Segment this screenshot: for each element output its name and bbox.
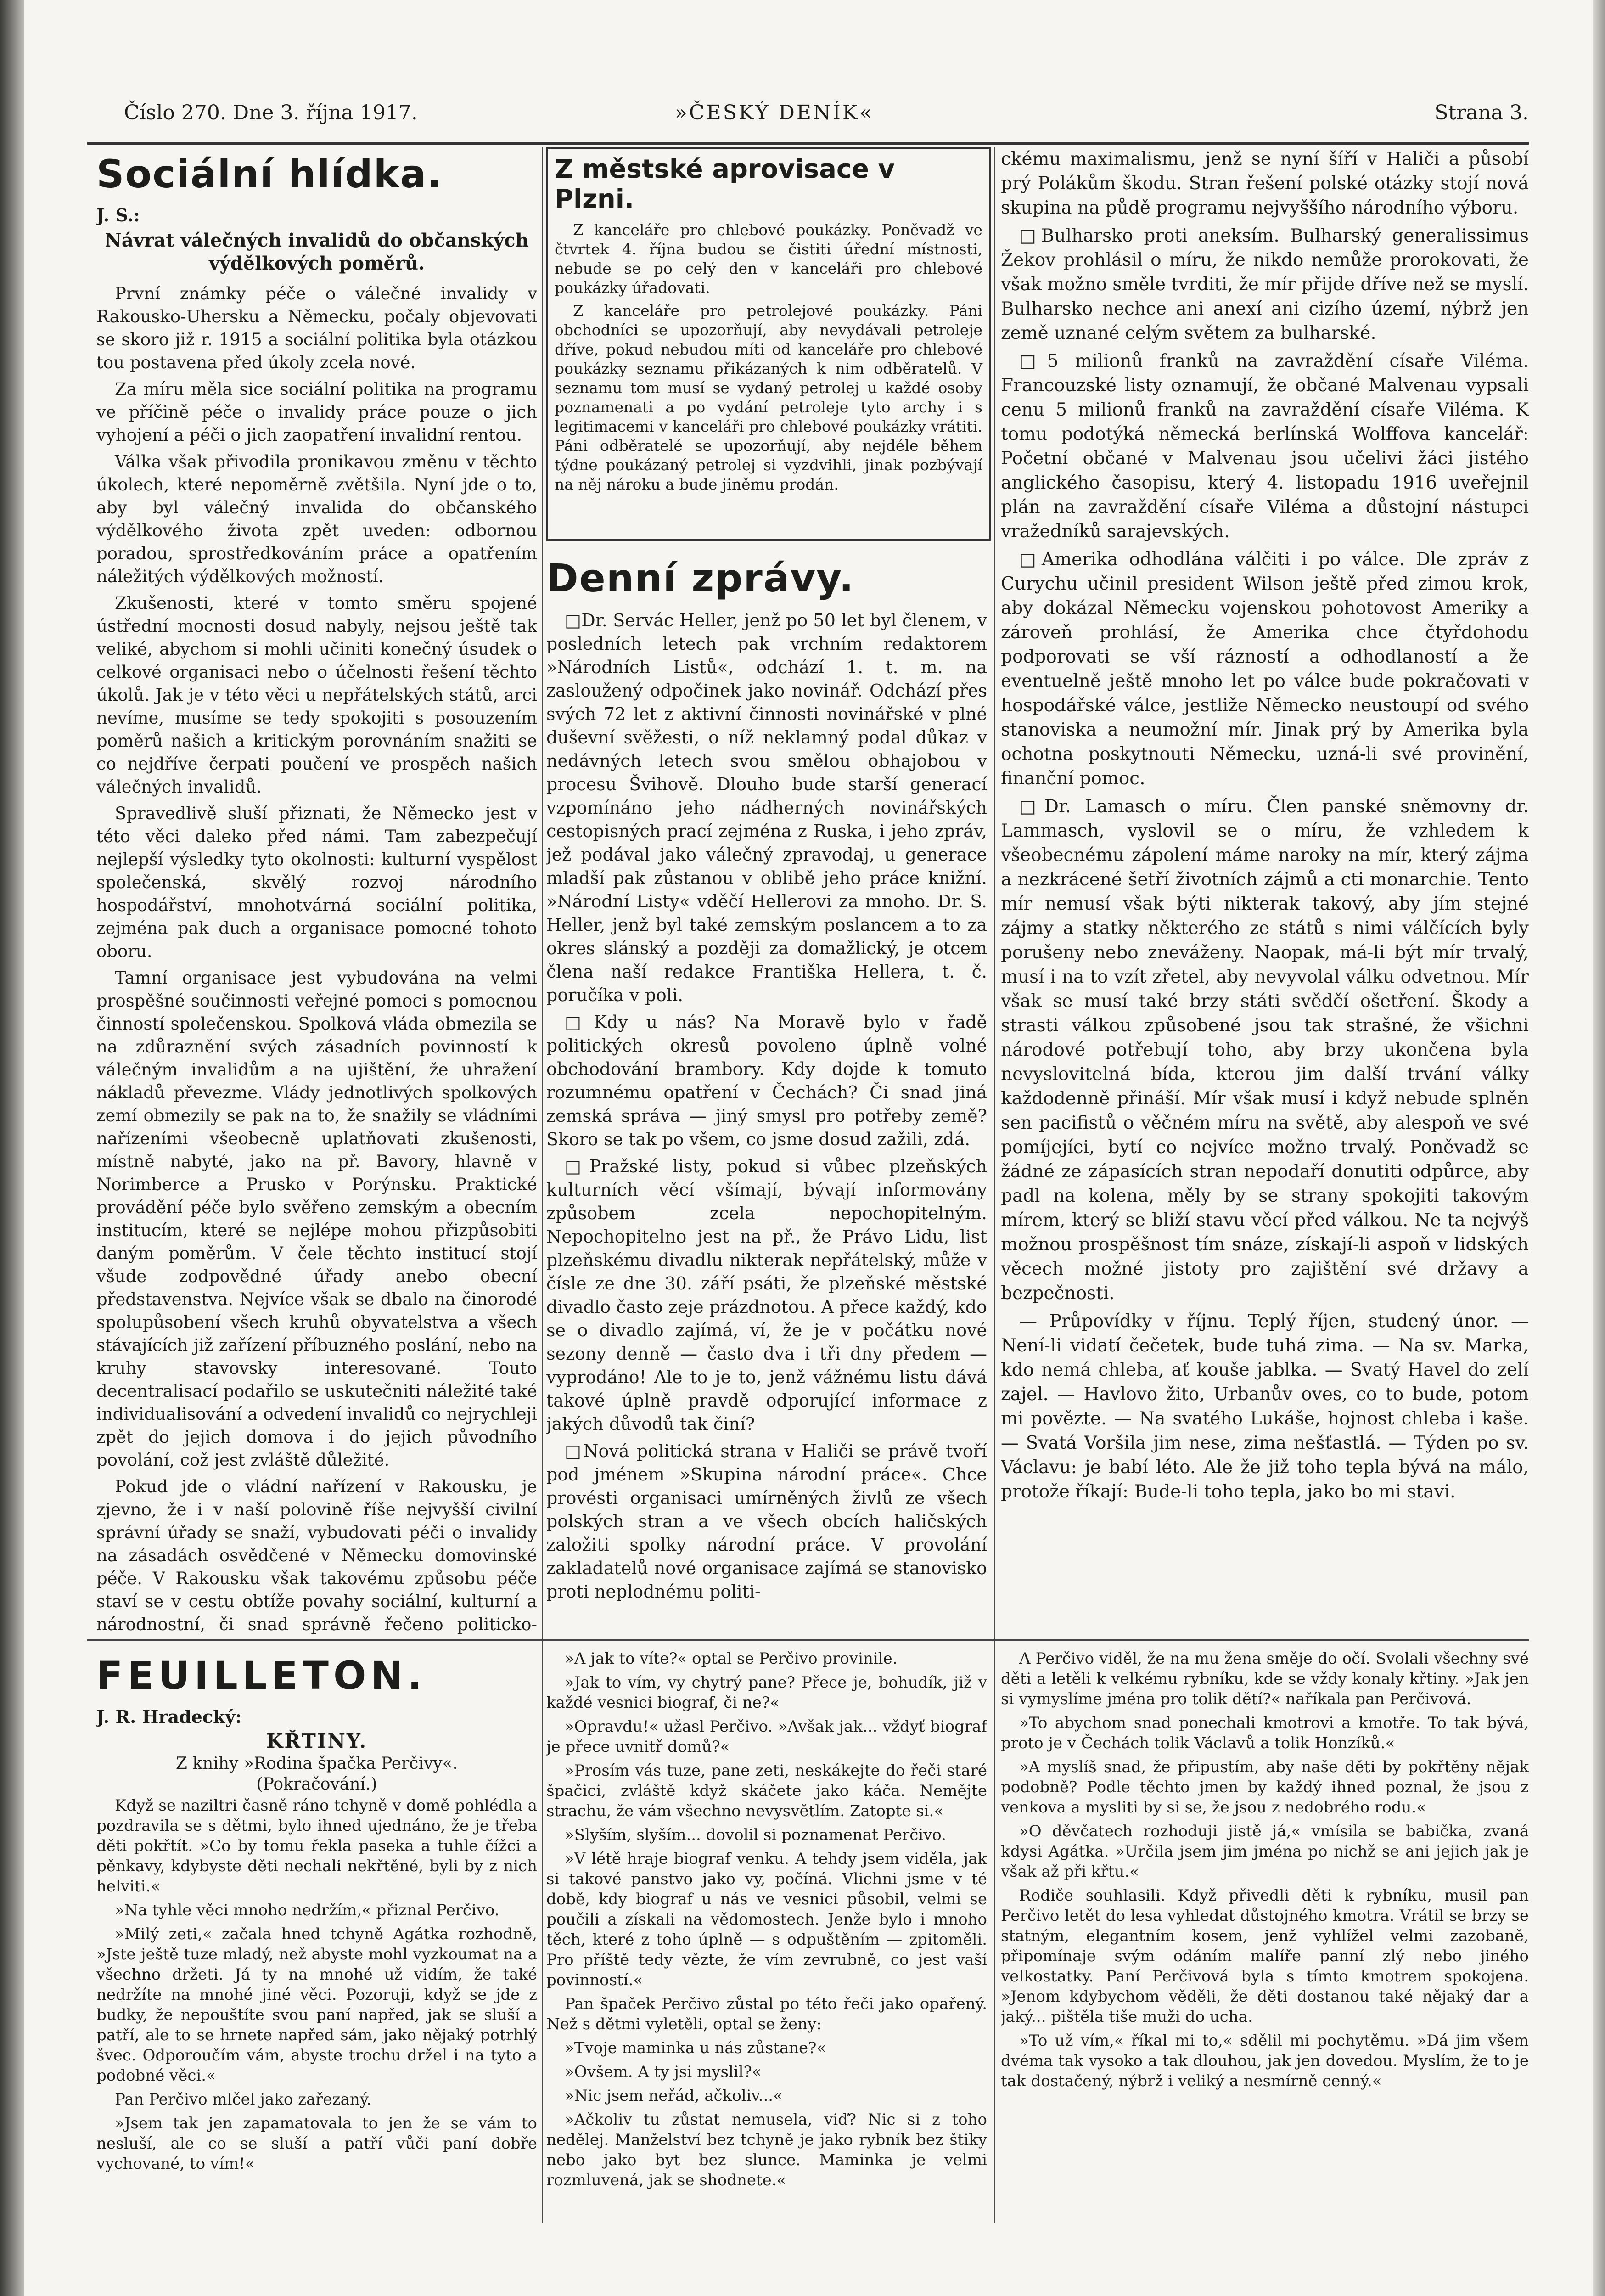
feuilleton-column-2 <box>546 1649 987 2218</box>
news-item: □ Dr. Servác Heller, jenž po 50 let byl členem, v posledních letech pak vrchním redaktorem »Národních Listů«, odchází 1. t. m. na zasloužený odpočinek jako novinář. Odchází přes svých 72 let z aktivní činnosti novinářské v plné duševní svěžesti, o níž neklamný podal důkaz v nedávných letech svou smělou obhajobou v procesu Švihově. Dlouho bude starší generací vzpomínáno jeho nádherných novinářských cestopisných prací zejména z Ruska, i jeho zpráv, jež podával jako válečný zpravodaj, u generace mladší pak zůstanou v oblibě jeho práce knižní. »Národní Listy« vděčí Hellerovi za mnoho. Dr. S. Heller, jenž byl také zemským poslancem a to za okres slánský a později za domažlický, je otcem člena naší redakce Františka Hellera, t. č. poručíka v poli. <box>546 609 987 1007</box>
paragraph: »Jak to vím, vy chytrý pane? Přece je, bohudík, již v každé vesnici biograf, či ne?« <box>546 1673 987 1712</box>
paragraph: »A myslíš snad, že připustím, aby naše děti by pokřtěny nějak podobně? Podle těchto jmen by každý ihned poznal, že jsou z venkova a mysliti by si se, že jsou z nedobrého rodu.« <box>1001 1758 1529 1817</box>
paragraph: »Tvoje maminka u nás zůstane?« <box>565 2039 826 2057</box>
paragraph: První známky péče o válečné invalidy v Rakousko-Uhersku a Německu, počaly objevovati se skoro již r. 1915 a sociální politika byla otázkou tou postavena před úkoly zcela nové. <box>96 284 537 372</box>
section-heading: Sociální hlídka. <box>96 152 443 197</box>
pilsen-notice-box <box>546 147 991 541</box>
feuilleton-column-3 <box>1001 1649 1529 2218</box>
section-heading: Denní zprávy. <box>546 556 855 601</box>
article-title: Návrat válečných invalidů do občanských výdělkových poměrů. <box>105 230 529 274</box>
page-number: Strana 3. <box>1434 101 1529 124</box>
page-binding-edge <box>0 0 24 2296</box>
column-divider <box>994 147 995 2223</box>
paragraph: »Ačkoliv tu zůstat nemusela, viď? Nic si z toho nedělej. Manželství bez tchyně je jako rybník bez štiky nebo jako byt bez slunce. Maminka je velmi rozmluvená, jak se shodnete.« <box>546 2110 987 2189</box>
news-item: □ Bulharsko proti aneksím. Bulharský generalissimus Žekov prohlásil o míru, že nikdo nemůže prorokovati, že však možno směle tvrditi, že mír přijde dříve než se myslí. Bulharsko nechce ani anexí ani cizího území, nýbrž jen země uznané celým světem za bulharské. <box>1001 224 1529 345</box>
social-column <box>96 147 537 1635</box>
feuilleton-author: J. R. Hradecký: <box>96 1706 242 1727</box>
masthead <box>87 92 1529 145</box>
news-item: □ 5 milionů franků na zavraždění císaře Viléma. Francouzské listy oznamují, že občané Malvenau vypsali cenu 5 milionů franků na zavraždění císaře Viléma. K tomu podotýká německá berlínská Wolffova kancelář: Početní občané v Malvenau jsou učelivi žáci jistého anglického časopisu, který 4. listopadu 1916 uveřejnil plán na zavraždění císaře Viléma a důstojní nástupci vražedníků sarajevských. <box>1001 349 1529 544</box>
paragraph: Pan Perčivo mlčel jako zařezaný. <box>115 2090 372 2109</box>
paragraph: »Na tyhle věci mnoho nedržím,« přiznal Perčivo. <box>115 1901 499 1919</box>
continued-note: (Pokračování.) <box>256 1775 377 1794</box>
feuilleton-column-1 <box>96 1649 537 2218</box>
paragraph: »Milý zeti,« začala hned tchyně Agátka rozhodně, »Jste ještě tuze mladý, než abyste mohl vyzkoumat na a všechno držeti. Já ty na mnohé už vidím, že také nedržíte na mnohé jiné věci. Pozoruji, když se jde z budky, že nepouštíte svou paní napřed, jak se sluší a patří, ale to se hrnete napřed sám, jako nějaký potrhlý švec. Odporoučím vám, abyste trochu držel i na tyto a podobné věci.« <box>96 1925 537 2085</box>
page-right-edge <box>1593 0 1605 2296</box>
paragraph: Z kanceláře pro petrolejové poukázky. Páni obchodníci se upozorňují, aby nevydávali petroleje dříve, pokud nebudou míti od kanceláře pro chlebové poukázky seznamu přikázaných k nim odběratelů. V seznamu tom musí se vydaný petrolej u každé osoby poznamenati a po vydání petroleje tyto archy i s legitimacemi v kanceláři pro chlebové poukázky vrátiti. Páni odběratelé se upozorňují, aby nejdéle během týdne poukázaný petrolej si vyzdvihli, jinak pozbývají na něj nároku a bude jiněmu prodán. <box>555 302 982 493</box>
paragraph: »Nic jsem neřád, ačkoliv...« <box>565 2087 783 2105</box>
news-item: — Průpovídky v říjnu. Teplý říjen, studený únor. — Není-li vidatí čečetek, bude tuhá zima. — Na sv. Marka, kdo nemá chleba, ať kouše jablka. — Svatý Havel do zelí zajel. — Havlovo žito, Urbanův oves, co to bude, potom mi povězte. — Na svatého Lukáše, hojnost chleba i kaše. — Svatá Voršila jim nese, zima nešťastlá. — Týden po sv. Václavu: je babí léto. Ale že již toho tepla bývá na málo, protože říkají: Bude-li toho tepla, jako bo mi stavi. <box>1001 1311 1529 1502</box>
feuilleton-divider <box>87 1639 1529 1641</box>
paragraph: Zkušenosti, které v tomto směru spojené ústřední mocnosti dosud nabyly, nejsou ještě tak veliké, abychom si mohli učiniti konečný úsudek o celkové organisaci nebo o účelnosti řešení těchto úkolů. Jak je v této věci u nepřátelských států, arci nevíme, musíme se tedy spokojiti s posouzením poměrů našich a kritickým porovnáním snažiti se co nejdříve čerpati poučení ve prospěch našich válečných invalidů. <box>96 593 537 797</box>
news-item: □ Dr. Lamasch o míru. Člen panské sněmovny dr. Lammasch, vyslovil se o míru, že vzhledem k všeobecnému zápolení máme naroky na mír, který zájma a nezkrácené šetří životních zájmů a cti monarchie. Tento mír nemusí však býti nikterak takový, aby jím stejné zájmy a statky některého ze států s nimi válčících byly porušeny nebo zneváženy. Naopak, má-li být mír trvalý, musí i na to vzít zřetel, aby nevyvolal válku odvetnou. Mír však se musí také brzy státi svědčí ošetření. Škody a strasti válkou způsobené jsou tak strašné, že všichni národové potřebují toho, aby brzy ukončena byla nevyslovitelná bída, kterou jim další trvání války každodenně přináší. Mír však musí i když nebude splněn sen pacifistů o věčném míru na světě, aby alespoň ve své pomíjejíci, bytí co nejvíce možno trvalý. Poněvadž se žádné ze zápasících stran nepodaří donutiti odpůrce, aby padl na kolena, měly by se strany spokojiti takovým mírem, který se bliží stavu věcí před válkou. Ne ta nejvýš možnou prospěšnost tím snáze, získají-li aspoň v lidských věcech možné jistoty pro zajištění své državy a bezpečnosti. <box>1001 794 1529 1306</box>
issue-date: Číslo 270. Dne 3. října 1917. <box>124 101 418 124</box>
paragraph: »To už vím,« říkal mi to,« sdělil mi pochytěmu. »Dá jim všem dvéma tak vysoko a tak dlouhou, jak jen dovedou. Myslím, že to je tak dostačený, nýbrž i veliký a nesmírně cenný.« <box>1001 2032 1529 2090</box>
paragraph: Tamní organisace jest vybudována na velmi prospěšné součinnosti veřejné pomoci s pomocnou činností společenskou. Spolková vláda obmezila se na zdůraznění svých zásadních povinností k válečným invalidům a na ujištění, že uhražení nákladů převezme. Vlády jednotlivých spolkových zemí obmezily se pak na to, že snažily se vládními nařízeními všeobecně uplatňovati zkušenosti, místně nabyté, jako na př. Bavory, hlavně v Norimberce a Prusko v Porýnsku. Praktické provádění péče bylo svěřeno zemským a obecním institucím, které se nejlépe mohou přizpůsobiti daným poměrům. V čele těchto institucí stojí všude zodpovědné úřady anebo obecní představenstva. Nejvíce však se dbalo na činorodé spolupůsobení všech kruhů obyvatelstva a všech stávajících již zařízení příbuzného poslání, nebo na kruhy stavovsky interesované. Touto decentralisací podařilo se uskutečniti náležité také individualisování a odvedení invalidů co nejrychleji zpět do jejich domova i do jejich původního povolání, což jest zvláště důležité. <box>96 968 537 1470</box>
news-item: □ Amerika odhodlána válčiti i po válce. Dle zpráv z Curychu učinil president Wilson ještě před zimou krok, aby dokázal Německu vojenskou pohotovost Ameriky a zároveň prohlásí, že Amerika chce čtyřdohodu podporovati se vší rázností a odhodlaností a že eventuelně ještě mnoho let po válce bude pokračovati v hospodářské válce, jestliže Německo neustoupí od svého stanoviska a neumožní mír. Jinak prý by Amerika byla ochotna poskytnouti Německu, uzná-li své provinění, finanční pomoc. <box>1001 547 1529 791</box>
paper-name: »ČESKÝ DENÍK« <box>675 101 874 124</box>
paragraph: »Opravdu!« užasl Perčivo. »Avšak jak... vždyť biograf je přece uvnitř domů?« <box>546 1717 987 1756</box>
paragraph: »Prosím vás tuze, pane zeti, neskákejte do řeči staré špačici, zvláště když skáčete jako káča. Nemějte strachu, že vám všechno nevysvětlím. Zatopte si.« <box>546 1761 987 1820</box>
news-item: □ Kdy u nás? Na Moravě bylo v řadě politických okresů povoleno úplně volné obchodování brambory. Kdy dojde k tomuto rozumnému opatření v Čechách? Či snad jiná zemská správa — jiný smysl pro potřeby země? Skoro se tak po všem, co jsme dosud zažili, zdá. <box>546 1011 987 1151</box>
news-column-continued <box>1001 147 1529 1635</box>
paragraph: »Jsem tak jen zapamatovala to jen že se vám to nesluší, ale co se sluší a patří vůči paní dobře vychované, to vím!« <box>96 2114 537 2173</box>
news-item: □ Pražské listy, pokud si vůbec plzeňských kulturních věcí všímají, bývají informovány způsobem zcela nepochopitelným. Nepochopitelno jest na př., že Právo Lidu, list plzeňskému divadlu nikterak nepřátelský, může v čísle ze dne 30. září psáti, že plzeňské městské divadlo často zeje prázdnotou. A přece každý, kdo se o divadlo zajímá, ví, že je v počátku nové sezony denně — často dva i tři dny předem — vyprodáno! Ale to je to, jenž vážnému listu dává takové úplně pravdě odporující informace z jakých důvodů tak činí? <box>546 1155 987 1436</box>
feuilleton-title: KŘTINY. <box>266 1730 368 1752</box>
paragraph: Pokud jde o vládní nařízení v Rakousku, je zjevno, že i v naší polovině říše nejvyšší civilní správní úřady se snaží, vybudovati péči o invalidy na zásadách osvědčené v Německu domovinské péče. V Rakousku však takovému způsobu péče staví se v cestu obtíže povahy sociální, kulturní a národnostní, či snad správně řečeno politicko- <box>96 1477 537 1634</box>
paragraph: »Slyším, slyším... dovolil si poznamenat Perčivo. <box>565 1826 946 1844</box>
section-heading: Z městské aprovisace v Plzni. <box>555 154 895 214</box>
paragraph: »O děvčatech rozhoduji jistě já,« vmísila se babička, zvaná kdysi Agátka. »Určila jsem jim jména po nichž se ani jejich jak je však až při křtu.« <box>1001 1822 1529 1881</box>
paragraph: Za míru měla sice sociální politika na programu ve příčině péče o invalidy práce pouze o jich vyhojení a péči o jich zaopatření invalidní rentou. <box>96 379 537 445</box>
feuilleton-source: Z knihy »Rodina špačka Perčivy«. <box>175 1754 458 1773</box>
column-divider <box>542 147 543 2223</box>
daily-news-column <box>546 551 987 1635</box>
feuilleton-heading: FEUILLETON. <box>96 1653 427 1698</box>
paragraph: »Ovšem. A ty jsi myslil?« <box>565 2063 762 2081</box>
newspaper-page <box>87 92 1529 2227</box>
paragraph: »A jak to víte?« optal se Perčivo provinile. <box>565 1649 898 1668</box>
paragraph: Válka však přivodila pronikavou změnu v těchto úkolech, které nepoměrně zvětšila. Nyní jde o to, aby byl válečný invalida do občanského výdělkového života zpět uveden: odbornou poradou, sprostředkováním práce a opatřením náležitých výdělkových možností. <box>96 452 537 586</box>
paragraph: Pan špaček Perčivo zůstal po této řeči jako opařený. Než s dětmi vyletěli, optal se ženy: <box>546 1995 987 2033</box>
paragraph: Z kanceláře pro chlebové poukázky. Poněvadž ve čtvrtek 4. října budou se čistiti úřední místnosti, nebude se po celý den v kanceláři pro chlebové poukázky úřadovati. <box>555 221 982 297</box>
paragraph: Rodiče souhlasili. Když přivedli děti k rybníku, musil pan Perčivo letět do lesa vyhledat důstojného kmotra. Vrátil se brzy se statným, elegantním kosem, jenž vyhlížel velmi zazobaně, připomínaje svým odáním malíře panní zlý nebo jiného velkostatky. Paní Perčivová byla s tímto kmotrem spokojena. »Jenom kdybychom věděli, že děti dostanou také nějaký dar a jaký... pištěla tiše muži do ucha. <box>1001 1886 1529 2026</box>
paragraph: A Perčivo viděl, že na mu žena směje do očí. Svolali všechny své děti a letěli k velkému rybníku, kde se vždy konaly křtiny. »Jak jen si vymyslíme jména pro tolik dětí?« naříkala pan Perčivová. <box>1001 1649 1529 1708</box>
news-item: □ Nová politická strana v Haliči se právě tvoří pod jménem »Skupina národní práce«. Chce provésti organisaci umírněných živlů ze všech polských stran a ve všech obcích haličských založiti spolky národní práce. V provolání zakladatelů nové organisace zajímá se stanovisko proti neplodnému politi- <box>546 1440 987 1604</box>
paragraph: »V létě hraje biograf venku. A tehdy jsem viděla, jak si takové panstvo jako vy, počíná. Vlichni jsme v té době, kdy biograf u nás ve vesnici působil, velmi se poučili a získali na vědomostech. Jenže bylo i mnoho těch, které z toho úplně — s odpuštěním — zpitoměli. Pro příště tedy vězte, že vím zevrubně, co jest vaší povinností.« <box>546 1850 987 1989</box>
paragraph: »To abychom snad ponechali kmotrovi a kmotře. To tak bývá, proto je v Čechách tolik Václavů a tolik Honzíků.« <box>1001 1714 1529 1752</box>
paragraph: ckému maximalismu, jenž se nyní šíří v Haliči a působí prý Polákům škodu. Stran řešení polské otázky stojí nová skupina na půdě programu nejvyššího národního výboru. <box>1001 149 1529 218</box>
article-author: J. S.: <box>96 205 140 225</box>
paragraph: Když se naziltri časně ráno tchyně v domě pohlédla a pozdravila se s dětmi, bylo ihned ujednáno, že je třeba děti pokřtít. »Co by tomu řekla paseka a tuhle čížci a pěnkavy, kdybyste děti nechali nekřtěné, byli by z nich helviti.« <box>96 1796 537 1896</box>
paragraph: Spravedlivě sluší přiznati, že Německo jest v této věci daleko před námi. Tam zabezpečují nejlepší výsledky tyto okolnosti: kulturní vyspělost společenská, skvělý rozvoj národního hospodářství, mnohotvárná sociální politika, zejména pak duch a organisace pomocné tohoto oboru. <box>96 804 537 961</box>
